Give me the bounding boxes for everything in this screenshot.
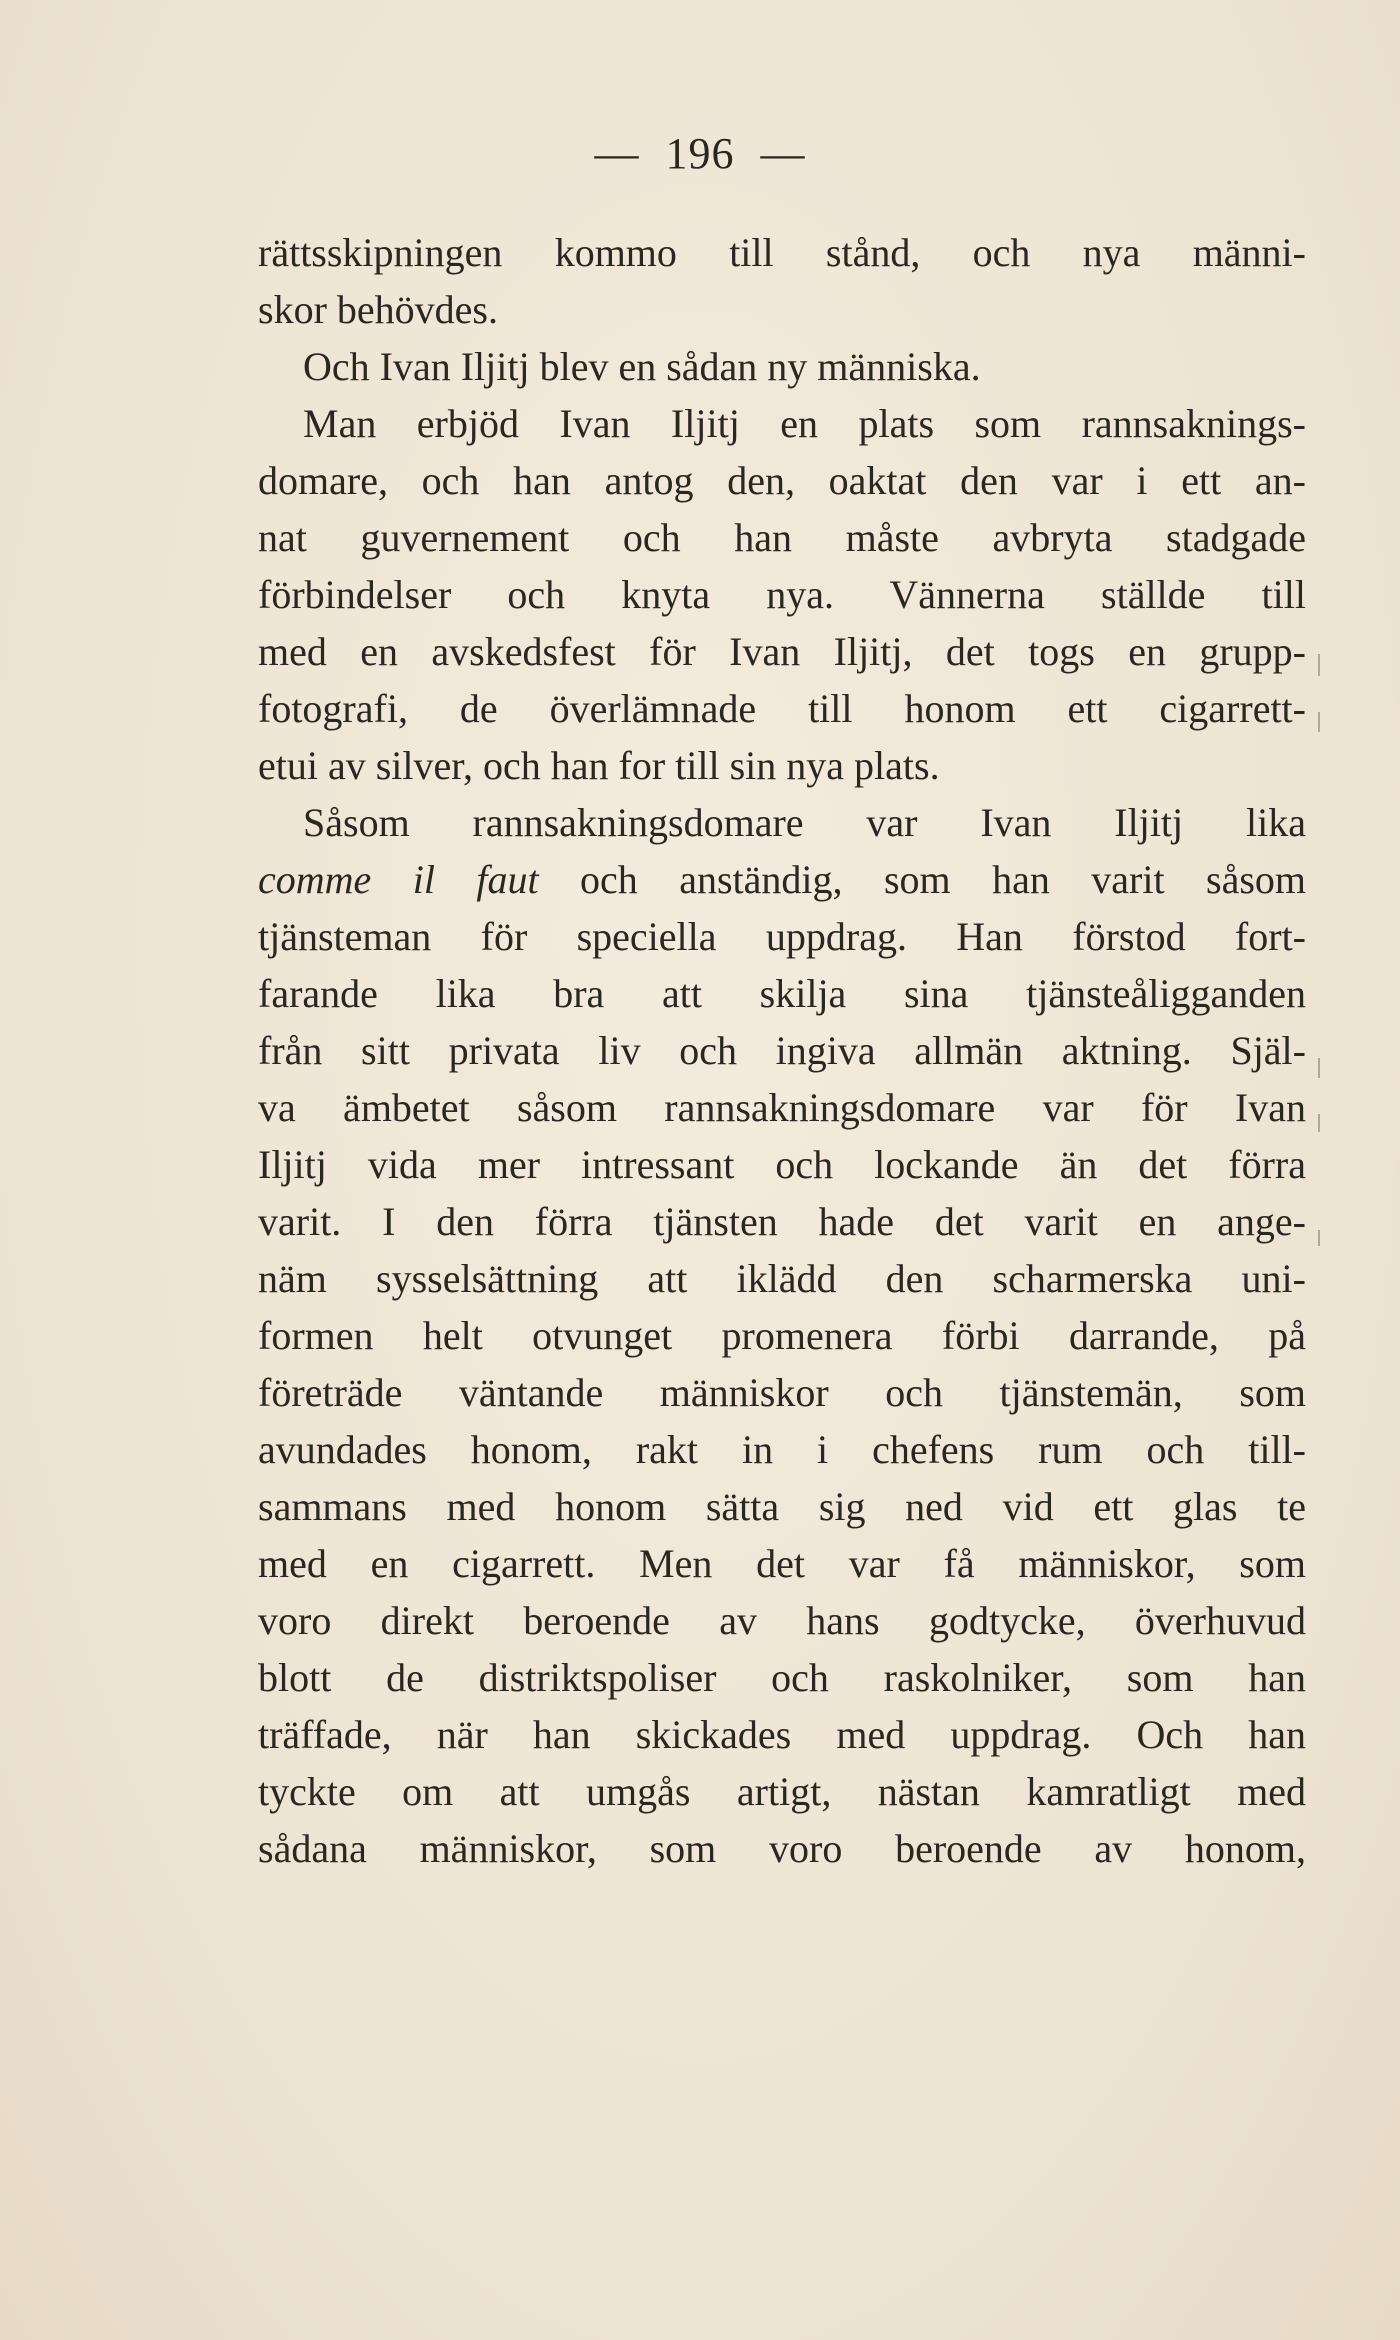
text-line: Iljitj vida mer intressant och lockande än det förra bbox=[258, 1142, 1306, 1187]
text-line: förbindelser och knyta nya. Vännerna ställde till bbox=[258, 572, 1306, 617]
text-line: med en cigarrett. Men det var få människor, som bbox=[258, 1541, 1306, 1586]
text-line-rest: och anständig, som han varit såsom bbox=[580, 857, 1307, 902]
text-line: domare, och han antog den, oaktat den var i ett an- bbox=[258, 458, 1306, 503]
margin-mark bbox=[1318, 1114, 1320, 1132]
margin-mark bbox=[1318, 1058, 1320, 1078]
header-dash-right: — bbox=[760, 129, 806, 178]
italic-phrase: comme il faut bbox=[258, 857, 539, 902]
text-line: skor behövdes. bbox=[258, 287, 498, 332]
margin-mark bbox=[1318, 712, 1320, 732]
text-line: sådana människor, som voro beroende av honom, bbox=[258, 1826, 1306, 1871]
text-line: från sitt privata liv och ingiva allmän aktning. Själ- bbox=[258, 1028, 1306, 1073]
body-text bbox=[258, 224, 1306, 1877]
margin-mark bbox=[1318, 1230, 1320, 1246]
text-line: sammans med honom sätta sig ned vid ett glas te bbox=[258, 1484, 1306, 1529]
page-number-header bbox=[0, 128, 1400, 179]
text-line: formen helt otvunget promenera förbi darrande, på bbox=[258, 1313, 1306, 1358]
text-line: Såsom rannsakningsdomare var Ivan Iljitj lika bbox=[303, 800, 1306, 845]
text-line: tjänsteman för speciella uppdrag. Han förstod fort- bbox=[258, 914, 1306, 959]
text-line: voro direkt beroende av hans godtycke, överhuvud bbox=[258, 1598, 1306, 1643]
margin-mark bbox=[1318, 654, 1320, 676]
text-line: varit. I den förra tjänsten hade det varit en ange- bbox=[258, 1199, 1306, 1244]
margin-print-marks bbox=[1318, 640, 1328, 1340]
text-line: företräde väntande människor och tjänstemän, som bbox=[258, 1370, 1306, 1415]
text-line: tyckte om att umgås artigt, nästan kamratligt med bbox=[258, 1769, 1306, 1814]
text-line: rättsskipningen kommo till stånd, och nya männi- bbox=[258, 230, 1306, 275]
text-line: avundades honom, rakt in i chefens rum och till- bbox=[258, 1427, 1306, 1472]
page-number: 196 bbox=[665, 129, 735, 178]
text-line: va ämbetet såsom rannsakningsdomare var för Ivan bbox=[258, 1085, 1306, 1130]
text-line: farande lika bra att skilja sina tjänsteåligganden bbox=[258, 971, 1306, 1016]
text-line: näm sysselsättning att iklädd den scharmerska uni- bbox=[258, 1256, 1306, 1301]
text-line: blott de distriktspoliser och raskolniker, som han bbox=[258, 1655, 1306, 1700]
text-line: med en avskedsfest för Ivan Iljitj, det togs en grupp- bbox=[258, 629, 1306, 674]
text-line: etui av silver, och han for till sin nya plats. bbox=[258, 743, 940, 788]
text-line: nat guvernement och han måste avbryta stadgade bbox=[258, 515, 1306, 560]
text-line: Och Ivan Iljitj blev en sådan ny människa. bbox=[303, 344, 981, 389]
header-dash-left: — bbox=[594, 129, 640, 178]
text-line: träffade, när han skickades med uppdrag. Och han bbox=[258, 1712, 1306, 1757]
text-line: Man erbjöd Ivan Iljitj en plats som rannsaknings- bbox=[303, 401, 1306, 446]
text-line: fotografi, de överlämnade till honom ett cigarrett- bbox=[258, 686, 1306, 731]
text-line-with-italic bbox=[258, 851, 1306, 908]
